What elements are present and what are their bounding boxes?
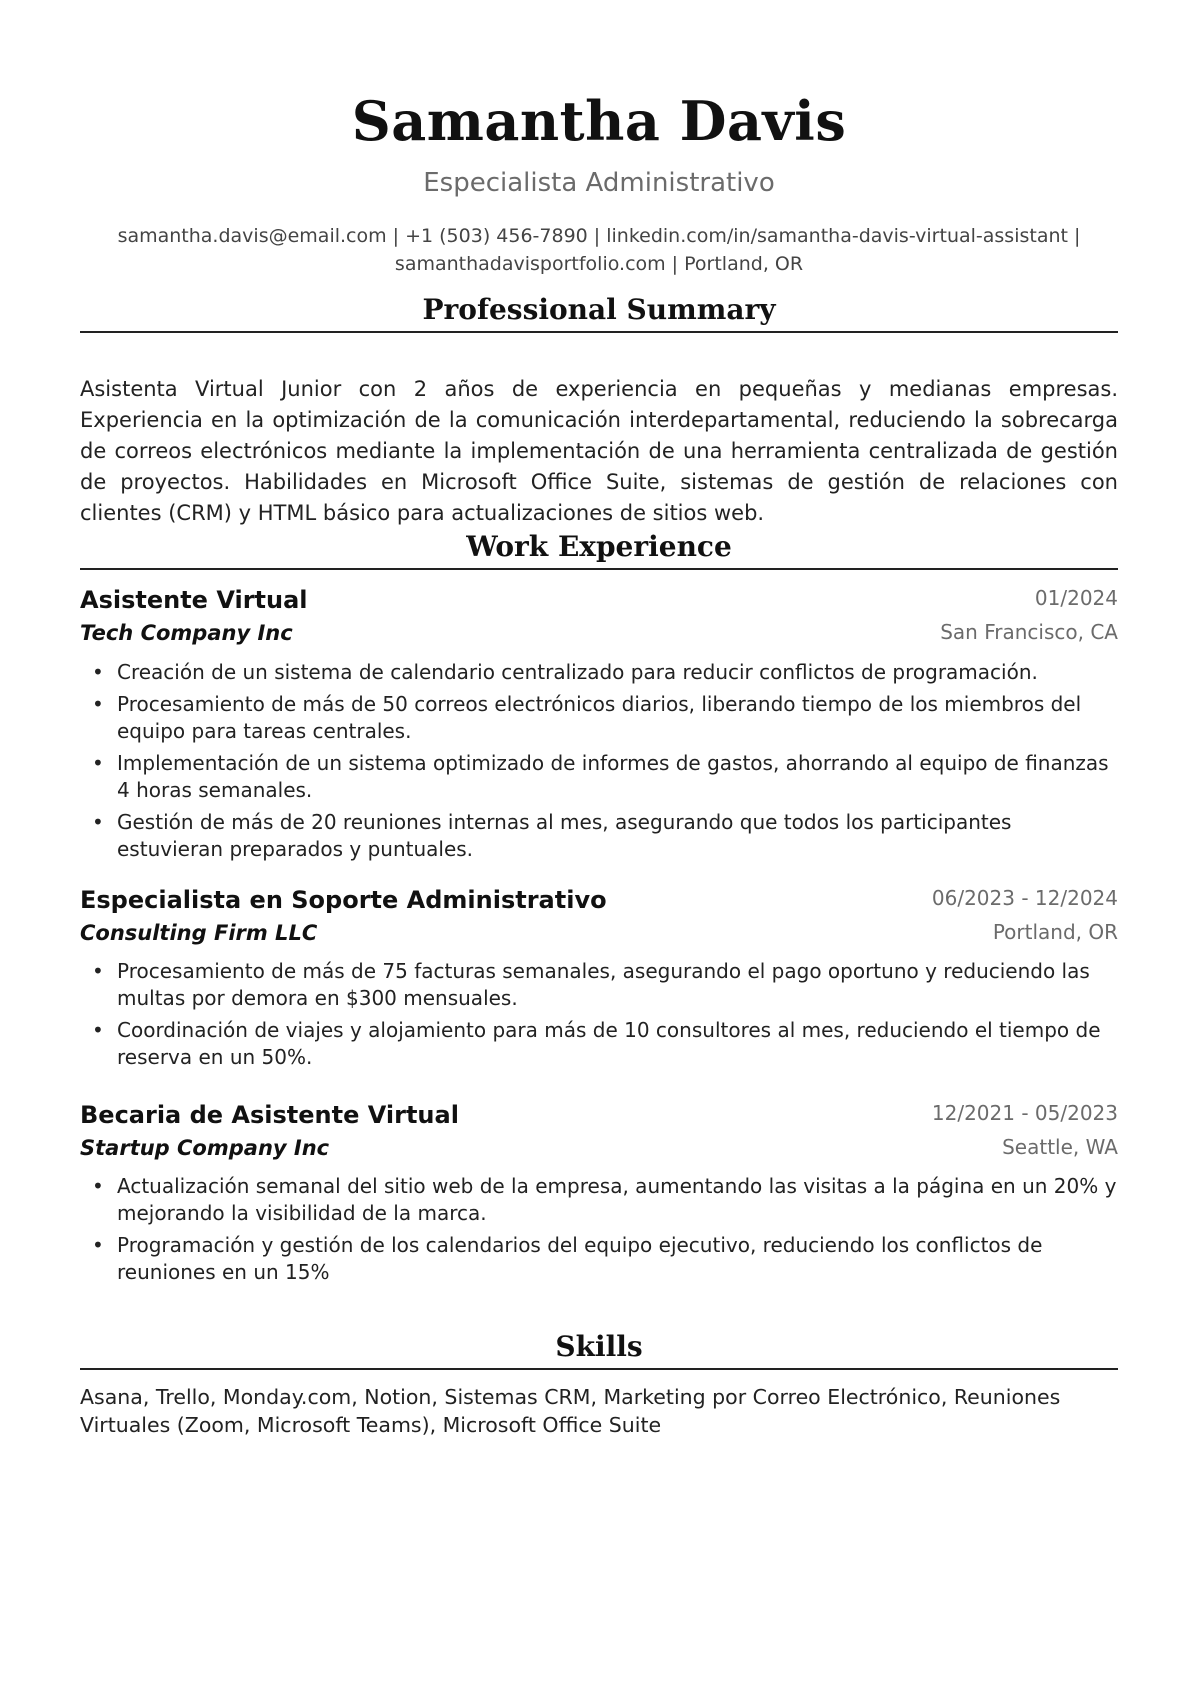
bullet-dot-icon: • — [92, 1174, 104, 1198]
section-divider — [80, 568, 1118, 570]
section-divider — [80, 1368, 1118, 1370]
bullet-item: • Gestión de más de 20 reuniones internas al mes, asegurando que todos los participantes estuvieran preparados y puntuales. — [92, 810, 1012, 861]
bullet-dot-icon: • — [92, 810, 104, 834]
bullet-item: • Procesamiento de más de 75 facturas semanales, asegurando el pago oportuno y reduciendo las multas por demora en $300 mensuales. — [92, 959, 1090, 1010]
contact-line-1: samantha.davis@email.com | +1 (503) 456-7890 | linkedin.com/in/samantha-davis-virtual-assistant | — [117, 225, 1081, 247]
job-bullets — [80, 1173, 1118, 1291]
job-title: Becaria de Asistente Virtual — [80, 1101, 459, 1129]
contact-line-2: samanthadavisportfolio.com | Portland, OR — [394, 253, 804, 275]
skills-text: Asana, Trello, Monday.com, Notion, Sistemas CRM, Marketing por Correo Electrónico, Reuniones Virtuales (Zoom, Microsoft Teams), Microsoft Office Suite — [80, 1385, 1061, 1437]
job-date: 12/2021 - 05/2023 — [931, 1101, 1118, 1125]
bullet-item: • Actualización semanal del sitio web de la empresa, aumentando las visitas a la página en un 20% y mejorando la visibilidad de la marca. — [92, 1174, 1117, 1225]
contact-info — [80, 222, 1118, 278]
job-date: 01/2024 — [1034, 586, 1118, 610]
bullet-item: • Coordinación de viajes y alojamiento para más de 10 consultores al mes, reduciendo el tiempo de reserva en un 50%. — [92, 1018, 1101, 1069]
job-location: San Francisco, CA — [940, 620, 1118, 644]
bullet-dot-icon: • — [92, 1233, 104, 1257]
summary-text: Asistenta Virtual Junior con 2 años de experiencia en pequeñas y medianas empresas. Experiencia en la optimización de la comunicación interdepartamental, reduciendo la sobrecarga de correos electrónicos mediante la implementación de una herramienta centralizada de gestión de proyectos. Habilidades en Microsoft Office Suite, sistemas de gestión de relaciones con clientes (CRM) y HTML básico para actualizaciones de sitios web. — [80, 377, 1118, 525]
candidate-title: Especialista Administrativo — [423, 168, 775, 198]
job-location: Portland, OR — [992, 920, 1118, 944]
candidate-name: Samantha Davis — [351, 89, 847, 153]
section-heading-skills: Skills — [555, 1330, 643, 1363]
section-heading-experience: Work Experience — [466, 530, 732, 563]
bullet-dot-icon: • — [92, 1018, 104, 1042]
job-company: Startup Company Inc — [80, 1136, 330, 1160]
job-date: 06/2023 - 12/2024 — [931, 886, 1118, 910]
job-company: Consulting Firm LLC — [80, 921, 318, 945]
bullet-item: • Creación de un sistema de calendario centralizado para reducir conflictos de programación. — [92, 660, 1038, 684]
section-divider — [80, 331, 1118, 333]
job-location: Seattle, WA — [1002, 1135, 1118, 1159]
job-title: Asistente Virtual — [80, 586, 308, 614]
bullet-item: • Programación y gestión de los calendarios del equipo ejecutivo, reduciendo los conflictos de reuniones en un 15% — [92, 1233, 1043, 1284]
job-company: Tech Company Inc — [80, 621, 293, 645]
job-bullets — [80, 659, 1118, 868]
bullet-item: • Implementación de un sistema optimizado de informes de gastos, ahorrando al equipo de finanzas 4 horas semanales. — [92, 751, 1109, 802]
bullet-dot-icon: • — [92, 959, 104, 983]
bullet-dot-icon: • — [92, 660, 104, 684]
job-bullets — [80, 958, 1118, 1076]
bullet-dot-icon: • — [92, 692, 104, 716]
job-title: Especialista en Soporte Administrativo — [80, 886, 607, 914]
bullet-dot-icon: • — [92, 751, 104, 775]
bullet-item: • Procesamiento de más de 50 correos electrónicos diarios, liberando tiempo de los miembros del equipo para tareas centrales. — [92, 692, 1082, 743]
section-heading-summary: Professional Summary — [422, 293, 776, 326]
